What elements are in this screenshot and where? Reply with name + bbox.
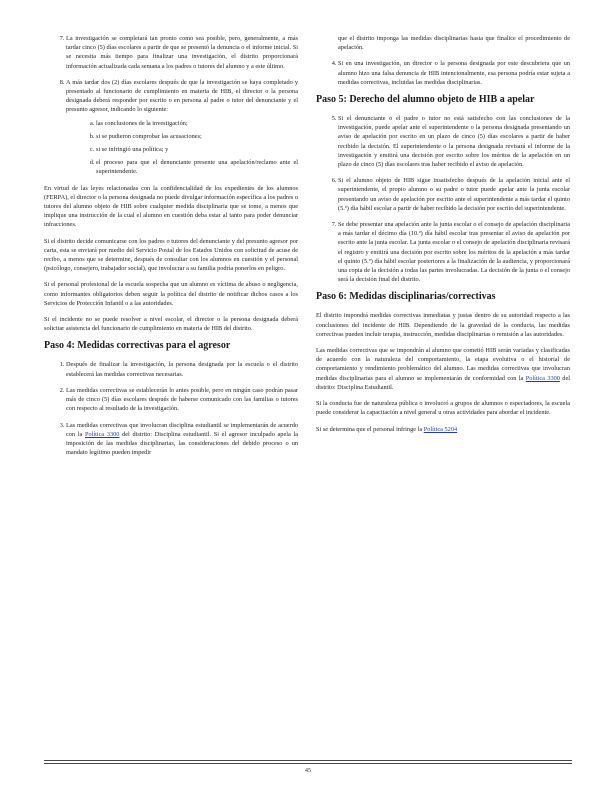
heading-step-4: Paso 4: Medidas correctivas para el agresor [44,340,231,352]
list-item [66,421,298,458]
paragraph-staff-policy [316,425,570,434]
paragraph-district-measures: El distrito impondrá medidas correctivas inmediatas y justas dentro de su autoridad respecto a las conclusiones del incidente de HIB. Dependiendo de la gravedad de la conducta, las medidas correctivas pueden incluir terapia, instrucción, medidas disciplinarias o remisión a las autoridades. [316,312,570,338]
footer-divider [44,760,572,761]
paragraph-group-conduct: Si la conducta fue de naturaleza pública o involucró a grupos de alumnos o espectadores, la escuela puede considerar la capacitación a nivel general u otras actividades para abordar el incidente. [316,400,570,417]
list-item-text: A más tardar dos (2) días escolares después de que la investigación se haya completado y presentado al funcionario de cumplimiento en materia de HIB, el director o la persona designada deberá responder por escrito o en persona al padre o tutor del denunciante y el presunto agresor, indicando lo siguiente: [66,78,298,114]
sub-list-item: a. las conclusiones de la investigación; [96,119,298,128]
list-item: 7. La investigación se completará tan pronto como sea posible, pero, generalmente, a más tardar cinco (5) días escolares a partir de que se presentó la denuncia o el informe inicial. Si se necesita más tiempo para finalizar una investigación, el distrito proporcionará información actualizada cada semana a los padres o tutores del alumno y a este último. [66,34,298,71]
paragraph-text: Si se determina que el personal infringe la [316,425,424,433]
paragraph-escalation: Si el incidente no se puede resolver a nivel escolar, el director o la persona designada deberá solicitar asistencia del funcionario de cumplimiento en materia de HIB del distrito. [44,316,298,333]
paragraph-text: Las medidas correctivas que se impondrán al alumno que cometió HIB serán variadas y clasificadas de acuerdo con la naturaleza del comportamiento, la etapa evolutiva o el historial de comportamiento y rendimiento problemático del alumno. Las medidas correctivas que involucran medidas disciplinarias para el alumno se implementarán de conformidad con la [316,347,570,382]
list-item: 7. Se debe presentar una apelación ante la junta escolar o el consejo de apelación disciplinaria a más tardar el décimo día (10.º) día hábil escolar tras presentar el aviso de apelación por escrito ante la junta escolar. La junta escolar o el consejo de apelación disciplinaria revisará el registro y emitirá una decisión por escrito sobre los méritos de la apelación a más tardar el quinto (5.º) día hábil escolar posteriores a la finalización de la audiencia, y proporcionará una copia de la decisión a todas las partes involucradas. La decisión de la junta o el consejo será la decisión final del distrito. [338,220,570,284]
list-item: 6. Si el alumno objeto de HIB sigue insatisfecho después de la apelación inicial ante el superintendente, el propio alumno o su padre o tutor puede apelar ante la junta escolar presentando un aviso de apelación por escrito ante el superintendente a más tardar el quinto (5.º) día hábil escolar a partir de haber recibido la decisión por escrito del superintendente. [338,176,570,213]
right-column [316,34,570,441]
left-column [44,34,298,464]
page-number: 45 [305,768,311,774]
list-item-text: del distrito: Disciplina estudiantil. Si el agresor inculpado apela la imposición de las medidas disciplinarias, las consideraciones del debido proceso o un mandato legítimo pueden impedir [66,430,298,457]
list-item: 1. Después de finalizar la investigación, la persona designada por la escuela o el distrito establecerá las medidas correctivas necesarias. [66,360,298,378]
policy-3300-link[interactable]: Política 3300 [84,430,120,438]
footer-divider [44,763,572,764]
sub-list-item: c. si se infringió una política; y [96,145,298,154]
paragraph-text: del distrito: Disciplina Estudiantil. [316,374,570,391]
list-item-text: Las medidas correctivas que involucran disciplina estudiantil se implementarán de acuerdo con la [66,421,298,438]
paragraph-mail: Si el distrito decide comunicarse con los padres o tutores del denunciante y del presunto agresor por carta, esta se enviará por medio del Servicio Postal de los Estados Unidos con solicitud de acuse de recibo, a menos que se determine, después de consultar con los alumnos en cuestión y el personal (psicólogo, consejero, trabajador social), que involucrar a su familia podría ponerlos en peligro. [44,237,298,273]
list-item: 5. Si el denunciante o el padre o tutor no está satisfecho con las conclusiones de la investigación, puede apelar ante el superintendente o la persona designada presentando un aviso de apelación por escrito en un plazo de cinco (5) días escolares a partir de haber recibido la decisión. El superintendente o la persona designada revisará el informe de la investigación y emitirá una decisión por escrito sobre los méritos de la apelación en un plazo de cinco (5) días escolares tras haber recibido el aviso de apelación. [338,114,570,169]
heading-step-6: Paso 6: Medidas disciplinarias/correctivas [316,291,496,303]
sub-list-item: d. el proceso para que el denunciante presente una apelación/reclamo ante el superintendente. [96,158,298,176]
list-item [66,78,298,177]
paragraph-continuation: que el distrito imponga las medidas disciplinarias hasta que finalice el procedimiento de apelación. [338,35,570,52]
paragraph-policy-3300 [316,346,570,392]
policy-5204-link[interactable]: Política 5204 [423,425,458,433]
sub-list-item: b. si se pudieron comprobar las acusaciones; [96,132,298,141]
appeal-steps-list [316,114,570,284]
list-item: 4. Si en una investigación, un director o la persona designada por este descubriera que un alumno hizo una falsa denuncia de HIB intencionalmente, esa persona podría estar sujeta a medidas correctivas, incluidas las medidas disciplinarias. [338,59,570,87]
corrective-measures-list [44,360,298,457]
paragraph-ferpa: En virtud de las leyes relacionadas con la confidencialidad de los expedientes de los alumnos (FERPA), el director o la persona designada no puede divulgar información específica a los padres o tutores del alumno objeto de HIB sobre cualquier medida disciplinaria que se tome, a menos que implique una instrucción de la cual el alumno en cuestión deba estar al tanto para poder denunciar infracciones. [44,184,298,229]
findings-sublist [66,119,298,177]
list-item: 2. Las medidas correctivas se establecerán lo antes posible, pero en ningún caso podrán pasar más de cinco (5) días escolares después de haberse comunicado con las familias o tutores con respecto al resultado de la investigación. [66,386,298,414]
paragraph-abuse: Si el personal profesional de la escuela sospecha que un alumno es víctima de abuso o negligencia, como informantes obligatorios deben seguir la política del distrito de notificar dichos casos a los Servicios de Protección Infantil o a las autoridades. [44,281,298,307]
investigation-steps-list [44,34,298,177]
false-report-list [316,59,570,87]
policy-3300-link[interactable]: Política 3300 [525,374,560,382]
heading-step-5: Paso 5: Derecho del alumno objeto de HIB a apelar [316,94,535,106]
